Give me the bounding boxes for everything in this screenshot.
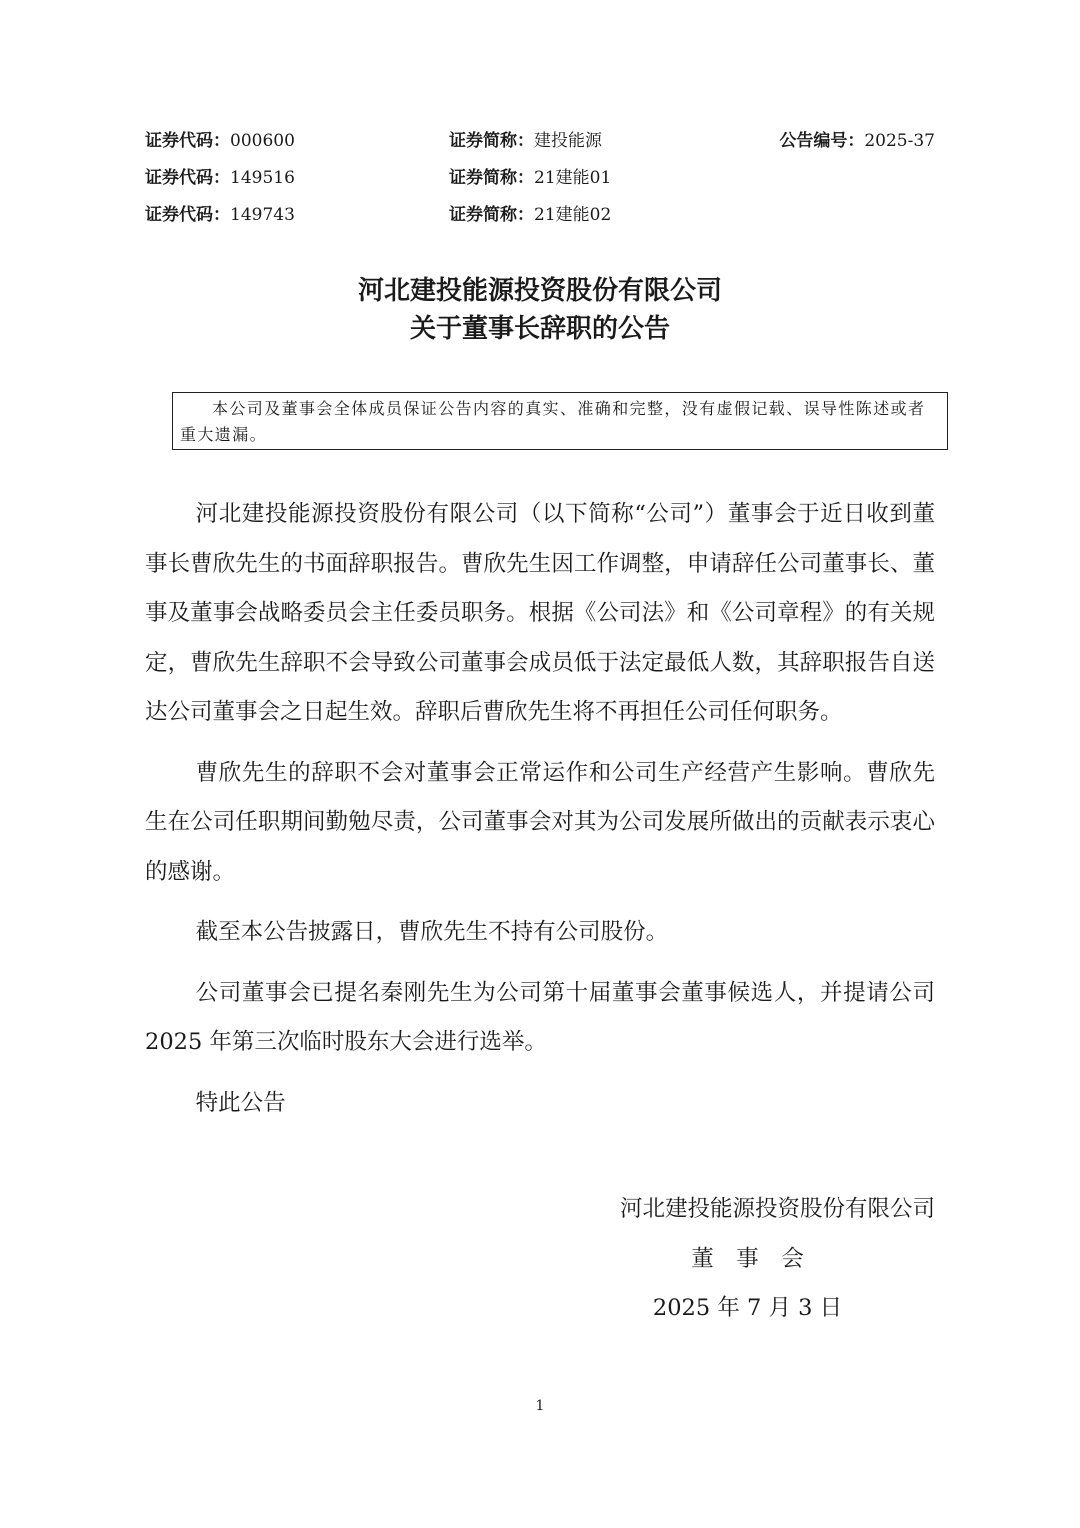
title-line-2: 关于董事长辞职的公告 (409, 314, 670, 344)
security-code-2: 证券代码：149516 (145, 168, 295, 188)
paragraph-2: 曹欣先生的辞职不会对董事会正常运作和公司生产经营产生影响。曹欣先生在公司任职期间勤勉尽责，公司董事会对其为公司发展所做出的贡献表示衷心的感谢。 (145, 759, 935, 885)
paragraph-3: 截至本公告披露日，曹欣先生不持有公司股份。 (195, 919, 669, 945)
page-number: 1 (535, 1398, 545, 1414)
announcement-number: 公告编号：2025-37 (779, 131, 935, 151)
paragraph-1: 河北建投能源投资股份有限公司（以下简称“公司”）董事会于近日收到董事长曹欣先生的书面辞职报告。曹欣先生因工作调整，申请辞任公司董事长、董事及董事会战略委员会主任委员职务。根据《公司法》和《公司章程》的有关规定，曹欣先生辞职不会导致公司董事会成员低于法定最低人数，其辞职报告自送达公司董事会之日起生效。辞职后曹欣先生将不再担任公司任何职务。 (145, 501, 935, 725)
disclaimer-text: 本公司及董事会全体成员保证公告内容的真实、准确和完整，没有虚假记载、误导性陈述或者重大遗漏。 (180, 399, 926, 444)
paragraph-4: 公司董事会已提名秦刚先生为公司第十届董事会董事候选人，并提请公司 2025 年第三次临时股东大会进行选举。 (145, 979, 935, 1055)
security-abbr-2: 证券简称：21建能01 (449, 168, 612, 188)
security-abbr-1: 证券简称：建投能源 (449, 131, 602, 151)
security-info-header (145, 125, 935, 236)
disclaimer-box (172, 392, 948, 450)
security-code-3: 证券代码：149743 (145, 205, 295, 225)
signature-board: 董 事 会 (691, 1246, 804, 1272)
signature-company: 河北建投能源投资股份有限公司 (619, 1196, 935, 1222)
document-title (0, 272, 1080, 348)
security-row-1 (145, 125, 935, 162)
announcement-body (145, 490, 935, 1139)
closing-remark: 特此公告 (195, 1089, 286, 1116)
security-abbr-3: 证券简称：21建能02 (449, 205, 612, 225)
signature-date: 2025 年 7 月 3 日 (652, 1295, 843, 1321)
security-row-3 (145, 199, 935, 236)
security-row-2 (145, 162, 935, 199)
security-code-1: 证券代码：000600 (145, 131, 295, 151)
title-line-1: 河北建投能源投资股份有限公司 (357, 276, 722, 306)
